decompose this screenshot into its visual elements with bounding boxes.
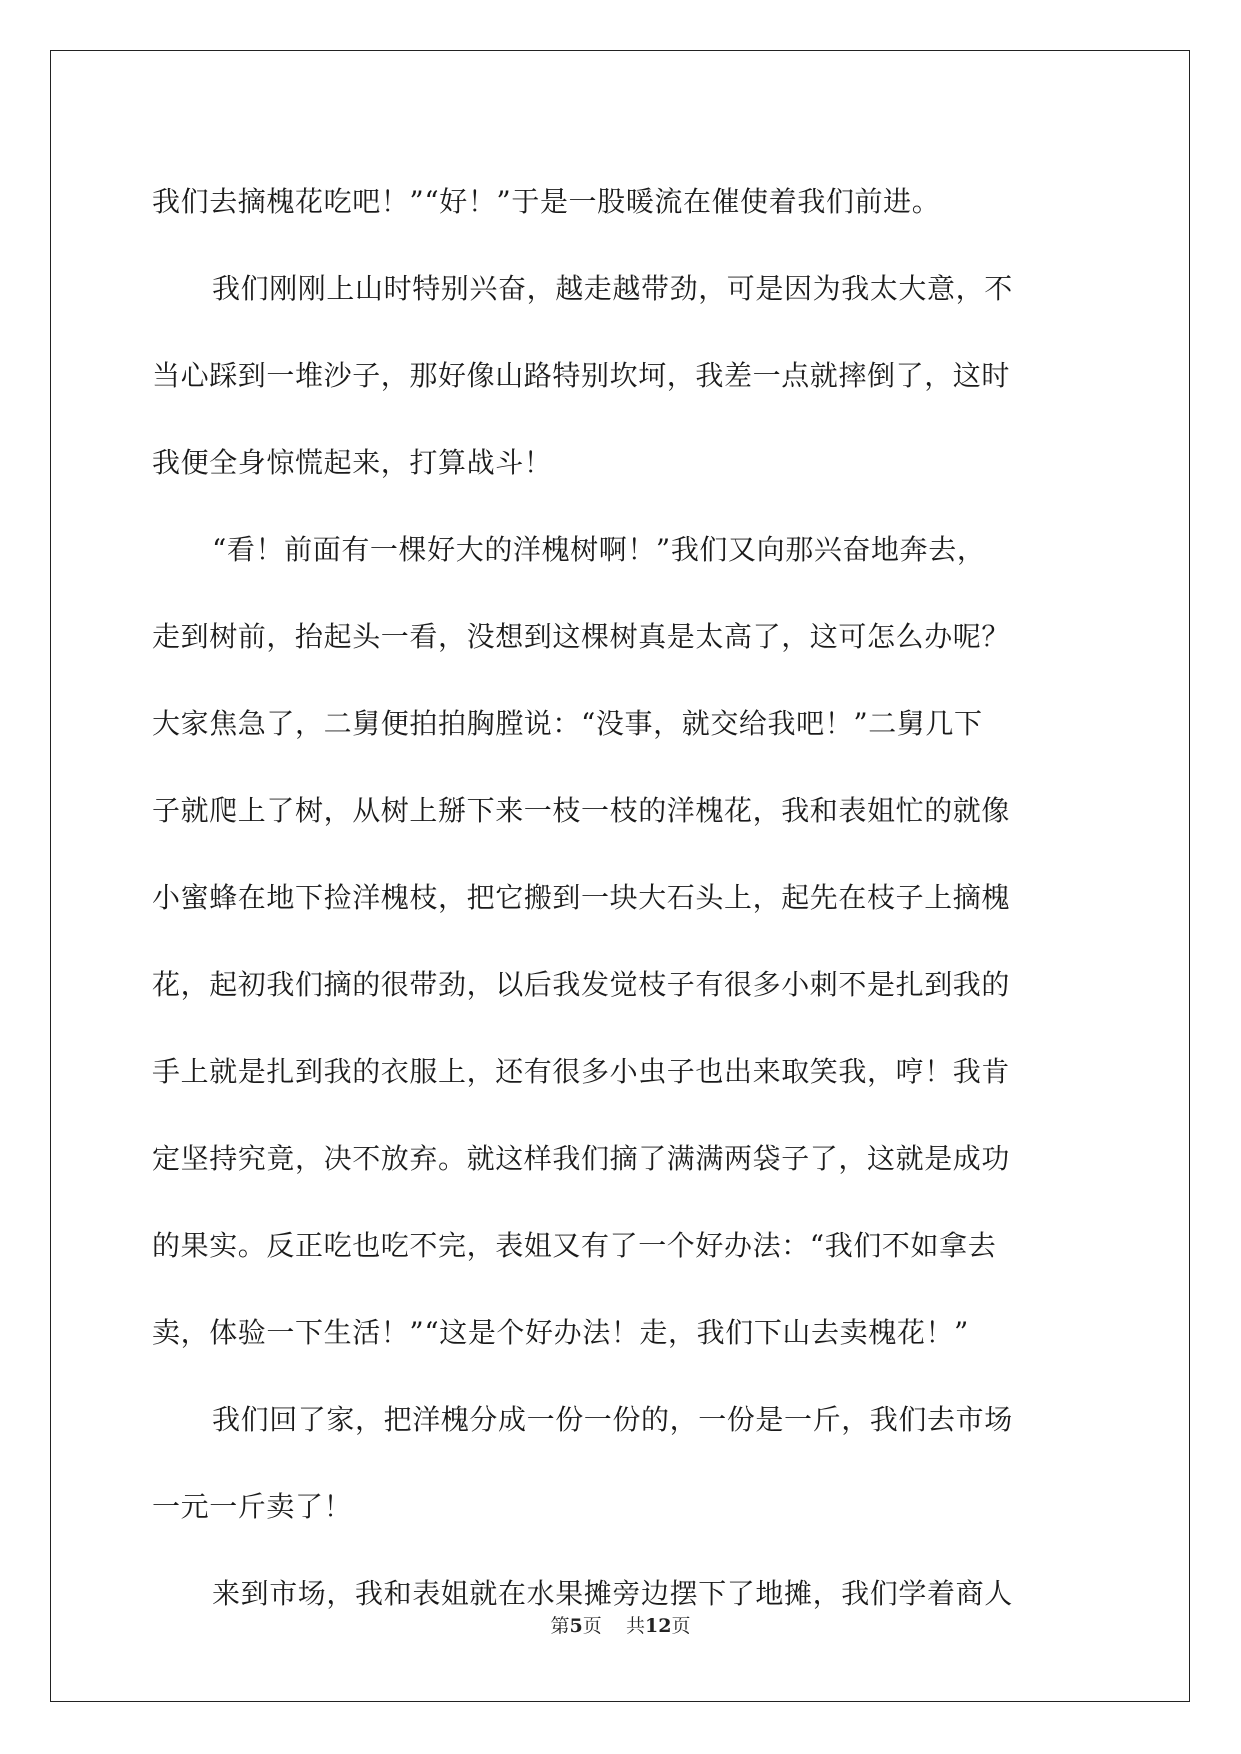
text-line: 的果实。反正吃也吃不完，表姐又有了一个好办法：“我们不如拿去 <box>152 1229 997 1262</box>
text-line: 来到市场，我和表姐就在水果摊旁边摆下了地摊，我们学着商人 <box>212 1577 1013 1610</box>
text-line: 子就爬上了树，从树上掰下来一枝一枝的洋槐花，我和表姐忙的就像 <box>152 794 1011 827</box>
text-line: 花，起初我们摘的很带劲，以后我发觉枝子有很多小刺不是扎到我的 <box>152 968 1011 1001</box>
document-body <box>152 158 1087 1637</box>
footer-total-suffix: 页 <box>671 1615 691 1637</box>
text-line: 卖，体验一下生活！”“这是个好办法！走，我们下山去卖槐花！” <box>152 1316 969 1349</box>
text-line: 一元一斤卖了！ <box>152 1490 353 1523</box>
page-footer <box>0 1614 1241 1638</box>
text-line: 我们去摘槐花吃吧！”“好！”于是一股暖流在催使着我们前进。 <box>152 185 941 218</box>
page-number: 5 <box>569 1615 583 1637</box>
footer-prefix: 第 <box>550 1615 570 1637</box>
text-line: 我们刚刚上山时特别兴奋，越走越带劲，可是因为我太大意，不 <box>212 272 1013 305</box>
text-line: 小蜜蜂在地下捡洋槐枝，把它搬到一块大石头上，起先在枝子上摘槐 <box>152 881 1011 914</box>
total-pages: 12 <box>644 1615 672 1637</box>
text-line: 大家焦急了，二舅便拍拍胸膛说：“没事，就交给我吧！”二舅几下 <box>152 707 983 740</box>
text-line: 走到树前，抬起头一看，没想到这棵树真是太高了，这可怎么办呢？ <box>152 620 1011 653</box>
footer-total-prefix: 共 <box>625 1615 645 1637</box>
text-line: 手上就是扎到我的衣服上，还有很多小虫子也出来取笑我，哼！我肯 <box>152 1055 1011 1088</box>
text-line: 当心踩到一堆沙子，那好像山路特别坎坷，我差一点就摔倒了，这时 <box>152 359 1011 392</box>
text-line: 我们回了家，把洋槐分成一份一份的，一份是一斤，我们去市场 <box>212 1403 1013 1436</box>
footer-page-suffix: 页 <box>582 1615 602 1637</box>
text-line: 我便全身惊慌起来，打算战斗！ <box>152 446 553 479</box>
text-line: 定坚持究竟，决不放弃。就这样我们摘了满满两袋子了，这就是成功 <box>152 1142 1011 1175</box>
text-line: “看！前面有一棵好大的洋槐树啊！”我们又向那兴奋地奔去， <box>212 533 986 566</box>
